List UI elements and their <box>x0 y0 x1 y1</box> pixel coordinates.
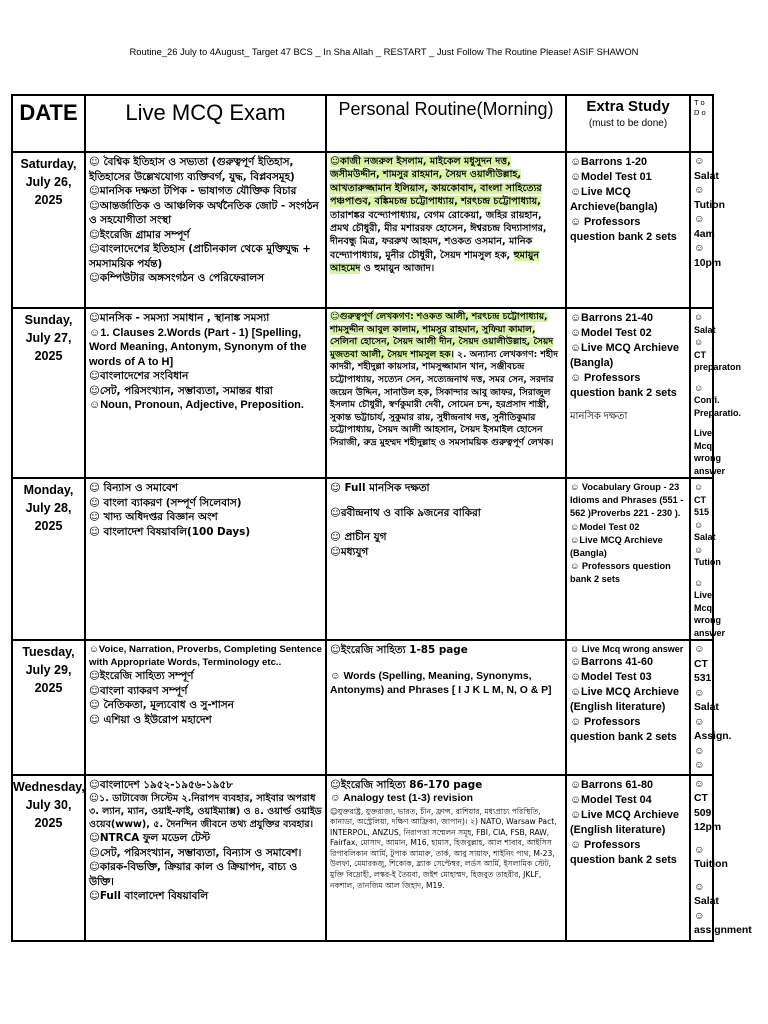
table-row <box>12 152 713 308</box>
column-header-todo: T o D o <box>690 95 713 152</box>
personal-list <box>327 479 565 559</box>
extra-list <box>567 153 689 245</box>
table-row <box>12 775 713 941</box>
list-item: ☺সেট, পরিসংখ্যান, সম্ভাব্যতা, বিন্যাস ও সমাবেশ। <box>89 846 302 859</box>
extra-cell <box>566 775 690 941</box>
list-item: ☺ Salat <box>694 312 716 335</box>
list-item: ☺কম্পিউটার অঙ্গসংগঠন ও পেরিফেরালস <box>89 272 264 284</box>
date-cell: Saturday, July 26, 2025 <box>12 152 85 308</box>
list-item: ☺Live MCQ Archieve (Bangla) <box>570 342 680 369</box>
column-header-extra <box>566 95 690 152</box>
list-item: ☺Barrons 41-60 <box>570 656 654 668</box>
list-item: ☺ Professors question bank 2 sets <box>570 216 677 243</box>
extra-cell <box>566 640 690 775</box>
personal-cell <box>326 640 566 775</box>
todo-list <box>691 309 742 477</box>
list-item: মানসিক দক্ষতা <box>570 411 628 422</box>
extra-list <box>567 776 689 868</box>
list-item: ☺ Professors question bank 2 sets <box>570 372 677 399</box>
highlighted-text: ☺গুরুত্বপূর্ণ লেখকগণ: শওকত আলী, শরৎচন্দ্র চট্টোপাধ্যায়, শামসুদ্দীন আবুল কালাম, শামসুর রাহমান, সুফিয়া কামাল, সেলিনা হোসেন, সৈয়দ আলী দীন, সৈয়দ ওয়ালীউল্লাহ, সৈয়দ মুজতবা আলী, সৈয়দ শামসুল হক। <box>330 312 554 360</box>
extra-cell <box>566 152 690 308</box>
list-item: ☺আন্তর্জাতিক ও আঞ্চলিক অর্থনৈতিক জোট - সংগঠন ও সহযোগীতা সংস্থা <box>89 199 319 226</box>
list-item: Live Mcq wrong answer <box>694 428 726 476</box>
todo-list <box>691 153 725 271</box>
mcq-list <box>86 641 325 727</box>
list-item: ☺Confi. Preparatio. <box>694 382 742 418</box>
extra-list <box>567 309 689 424</box>
extra-header-title: Extra Study <box>586 98 670 115</box>
extra-list <box>567 479 689 587</box>
routine-table <box>11 94 752 942</box>
list-item: ☺NTRCA ফুল মডেল টেস্ট <box>89 832 211 844</box>
todo-list <box>691 479 726 639</box>
list-item: ☺ খাদ্য অধিদপ্তর বিজ্ঞান অংশ <box>89 511 218 523</box>
list-item: ☺ Full মানসিক দক্ষতা <box>330 482 430 494</box>
list-item: ☺ CT preparaton <box>694 337 742 372</box>
list-item: ☺ CT 509 12pm <box>694 778 722 833</box>
list-item: ☺ <box>694 745 705 757</box>
list-item: ☺বাংলাদেশ ১৯৫২-১৯৫৬-১৯৫৮ <box>89 778 233 791</box>
extra-cell <box>566 478 690 640</box>
list-item: ☺ CT 531 <box>694 644 712 684</box>
personal-list <box>327 776 565 807</box>
personal-cell <box>326 775 566 941</box>
list-item: ☺বাংলাদেশের ইতিহাস (প্রাচীনকাল থেকে মুক্তিযুদ্ধ + সমসাময়িক পর্যন্ত) <box>89 243 311 270</box>
mcq-list <box>86 153 325 286</box>
list-item: ☺ 4am <box>694 214 715 240</box>
list-item: ☺ইংরেজি সাহিত্য সম্পূর্ণ <box>89 670 194 682</box>
list-item: ☺Barrons 21-40 <box>570 312 654 324</box>
list-item: ☺Noun, Pronoun, Adjective, Preposition. <box>89 399 304 411</box>
personal-text <box>327 309 565 450</box>
table-row <box>12 308 713 478</box>
list-item: ☺ইংরেজি গ্রামার সম্পূর্ণ <box>89 228 190 241</box>
list-item: ☺10pm <box>694 243 722 269</box>
list-item: ☺রবীন্দ্রনাথ ও বাকি ৯জনের বাকিরা <box>330 506 481 519</box>
list-item: ☺ <box>694 760 705 771</box>
mcq-cell <box>85 152 326 308</box>
list-item: ☺ Words (Spelling, Meaning, Synonyms, Antonyms) and Phrases [ I J K L M, N, O & P] <box>330 670 552 696</box>
list-item: ☺মানসিক - সমস্যা সমাধান , স্থানাঙ্ক সমস্যা <box>89 312 270 324</box>
personal-list <box>327 641 565 699</box>
list-item: ☺ Live Mcq wrong answer <box>570 644 684 654</box>
extra-list <box>567 641 689 745</box>
column-header-personal <box>326 95 566 152</box>
todo-list <box>691 641 732 774</box>
list-item: ☺1. Clauses 2.Words (Part - 1) [Spelling, Word Meaning, Antonym, Synonym of the words of A to H] <box>89 326 307 368</box>
list-item: ☺সেট, পরিসংখ্যান, সম্ভাব্যতা, সমান্তর ধারা <box>89 384 273 397</box>
list-item: ☺বাংলা ব্যাকরণ সম্পূর্ণ <box>89 684 188 697</box>
list-item: ☺১. ডাটাবেজ সিস্টেম ২.নিরাপদ ব্যবহার, সাইবার অপরাধ ৩. ল্যান, ম্যান, ওয়াই-ফাই, ওয়াইম্যাক্স) ও ৪. ওয়ার্ল্ড ওয়াইড ওয়েব(www), ৫. দৈনন্দিন জীবনে তথ্য প্রযুক্তির ব্যবহার। <box>89 793 322 830</box>
list-item: ☺ এশিয়া ও ইউরোপ মহাদেশ <box>89 713 212 726</box>
list-item: ☺ Vocabulary Group - 23 Idioms and Phrases (551 - 562 )Proverbs 221 - 230 ). <box>570 482 684 519</box>
list-item: ☺Salat <box>694 519 716 542</box>
list-item: ☺কারক-বিভক্তি, ক্রিয়ার কাল ও ক্রিয়াপদ, বাচ্য ও উক্তি। <box>89 861 298 888</box>
table-row <box>12 640 713 775</box>
list-item: ☺Model Test 04 <box>570 793 652 806</box>
todo-cell <box>690 640 732 775</box>
todo-cell <box>690 478 726 640</box>
list-item: ☺Barrons 1-20 <box>570 156 648 168</box>
list-item: ☺Live MCQ Archieve (English literature) <box>570 686 680 713</box>
list-item: ☺Voice, Narration, Proverbs, Completing Sentence with Appropriate Words, Terminology etc.. <box>89 644 322 668</box>
plain-text: ও হুমায়ুন আজাদ। <box>360 263 435 275</box>
date-cell: Wednesday, July 30, 2025 <box>12 775 85 941</box>
list-item: ☺মানসিক দক্ষতা টপিক - ভাষাগত যৌক্তিক বিচার <box>89 185 297 197</box>
personal-tiny-text: ☺যুক্তরাষ্ট্র, যুক্তরাজ্য, ভারত, চীন, ফ্রান্স, রাশিয়ার, মধ্যপ্রাচ্য পরিস্থিতি, কানাডা, অস্ট্রেলিয়া, দক্ষিণ আফ্রিকা, জাপান)। ২) NATO, Warsaw Pact, INTERPOL, ANZUS, নিরাপত্তা সম্মেলন সমূহ, FBI, CIA, FSB, RAW, Fairfax, মোসাদ, আমান, M16, হামাস, হিজবুল্লাহ, আল শাবাব, আইসিস রিপাবলিকান আর্মি, টুপাক আমারু, তার্ক, আবু সায়াফ, শাইনিং পাথ, M-23, উলফা, মেমারকজু, শিকোক, ব্ল্যাক সেপ্টেম্বর, লর্ডস আর্মি, ইসলামিক স্টেট, মুক্তি বিদ্রোহী, লস্কর-ই তৈয়বা, জইশ মোহাম্মদ, হিজবুত তাহরীর, JKLF, নকশাল, তানজিম আল জিহাদ, M19. <box>330 806 557 890</box>
list-item: ☺ নৈতিকতা, মূল্যবোধ ও সু-শাসন <box>89 699 234 711</box>
mcq-list <box>86 479 325 539</box>
list-item: ☺ইংরেজি সাহিত্য 86-170 page <box>330 778 483 791</box>
list-item: ☺ Tution <box>694 185 725 211</box>
list-item: ☺Live MCQ Archieve (Bangla) <box>570 534 663 559</box>
list-item: ☺Salat <box>694 687 719 713</box>
list-item: ☺ প্রাচীন যুগ <box>330 531 387 543</box>
highlighted-text: ☺কাজী নজরুল ইসলাম, মাইকেল মধুসুদন দত্ত, জসীমউদ্দীন, শামসুর রাহমান, সৈয়দ ওয়ালীউল্লাহ, আখতারুজ্জামান ইলিয়াস, কায়কোবাদ, বাংলা সাহিত্যের পঞ্চপাণ্ডব, বঙ্কিমচন্দ্র চট্টোপাধ্যায়, শরৎচন্দ্র চট্টোপাধ্যায়, <box>330 156 542 208</box>
mcq-cell <box>85 478 326 640</box>
todo-cell <box>690 308 742 478</box>
list-item: ☺ Professors question bank 2 sets <box>570 561 671 585</box>
list-item: ☺Model Test 01 <box>570 171 652 183</box>
mcq-cell <box>85 308 326 478</box>
plain-text: তারাশঙ্কর বন্দ্যোপাধ্যায়, বেগম রোকেয়া, জহির রায়হান, প্রমথ চৌধুরী, মীর মশাররফ হোসেন, ঈশ্বরচন্দ্র বিদ্যাসাগর, দীনবন্ধু মিত্র, ফররুখ আহমদ, শওকত ওসমান, মানিক বন্দ্যোপাধ্যায়, মুনীর চৌধুরী, সৈয়দ শামসুল হক, <box>330 209 547 261</box>
todo-list <box>691 776 752 939</box>
list-item: ☺ বাংলা ব্যাকরণ (সম্পূর্ণ সিলেবাস) <box>89 496 242 509</box>
list-item: ☺ Live Mcq wrong answer <box>694 577 726 638</box>
list-item: ☺ বাংলাদেশ বিষয়াবলি(100 Days) <box>89 525 251 538</box>
list-item: ☺ Analogy test (1-3) revision <box>330 793 474 804</box>
mcq-cell <box>85 775 326 941</box>
list-item: ☺মধ্যযুগ <box>330 545 369 558</box>
list-item: ☺Model Test 03 <box>570 671 652 683</box>
list-item: ☺ বিন্যাস ও সমাবেশ <box>89 482 178 494</box>
list-item: ☺Salat <box>694 881 719 907</box>
plain-text: ২. অন্যান্য লেখকগণ: শহীদ কাদরী, শহীদুল্লা কায়সার, শামসুজ্জামান খান, সঞ্জীবচন্দ্র চট্টোপাধ্যায়, সত্যেন সেন, সত্যেন্দ্রনাথ দত্ত, সমর সেন, সরদার জয়েন উদ্দিন, সানাউল হক, সিকান্দার আবু জাফর, সিরাজুল ইসলাম চৌধুরী, স্বর্ণকুমারী দেবী, সোমেন চন্দ, হরপ্রসাদ শাস্ত্রী, সুকান্ত ভট্টাচার্য, সুকুমার রায়, সুধীন্দ্রনাথ দত্ত, সুনীতিকুমার চট্টোপাধ্যায়, সৈয়দ আলী আহসান, সৈয়দ ইসমাইল হোসেন সিরাজী, রুদ্র মুহম্মদ শহীদুল্লাহ ও সমসাময়িক গুরুত্বপূর্ণ লেখক। <box>330 349 558 448</box>
mcq-list <box>86 776 325 904</box>
list-item: ☺ CT 515 <box>694 482 710 517</box>
header-row <box>12 95 713 152</box>
personal-cell <box>326 152 566 308</box>
list-item: ☺Model Test 02 <box>570 521 640 532</box>
list-item: ☺Live MCQ Archieve(bangla) <box>570 186 658 213</box>
column-header-date: DATE <box>12 95 85 152</box>
list-item: ☺ Professors question bank 2 sets <box>570 838 677 866</box>
list-item: ☺ Salat <box>694 156 719 182</box>
extra-header-subtitle: (must to be done) <box>588 118 668 129</box>
list-item: ☺ Tution <box>694 544 721 567</box>
list-item: ☺বাংলাদেশের সংবিধান <box>89 370 189 382</box>
personal-text <box>327 153 565 276</box>
todo-cell <box>690 775 752 941</box>
list-item: ☺Assign. <box>694 716 732 742</box>
mcq-cell <box>85 640 326 775</box>
list-item: ☺Full বাংলাদেশ বিষয়াবলি <box>89 890 209 902</box>
mcq-list <box>86 309 325 413</box>
column-header-mcq: Live MCQ Exam <box>85 95 326 152</box>
personal-header-text: Personal Routine(Morning) <box>338 99 554 119</box>
list-item: ☺ assignment <box>694 910 752 936</box>
list-item: ☺ইংরেজি সাহিত্য 1-85 page <box>330 644 468 656</box>
todo-cell <box>690 152 725 308</box>
extra-cell <box>566 308 690 478</box>
date-cell: Sunday, July 27, 2025 <box>12 308 85 478</box>
date-cell: Monday, July 28, 2025 <box>12 478 85 640</box>
list-item: ☺ বৈশ্বিক ইতিহাস ও সভ্যতা (গুরুত্বপূর্ণ ইতিহাস, ইতিহাসের উল্লেখযোগ্য ব্যক্তিবর্গ, যুদ্ধ, বিপ্লবসমূহ) <box>89 156 295 183</box>
list-item: ☺Model Test 02 <box>570 327 652 339</box>
list-item: ☺Live MCQ Archieve (English literature) <box>570 808 680 836</box>
list-item: ☺Barrons 61-80 <box>570 778 654 791</box>
list-item: ☺ Tuition <box>694 844 728 870</box>
document-header: Routine_26 July to 4August_ Target 47 BCS _ In Sha Allah _ RESTART _ Just Follow The Routine Please! ASIF SHAWON <box>129 46 639 57</box>
highlighted-text: হুমায়ুন আহমেদ <box>330 249 540 275</box>
personal-cell <box>326 308 566 478</box>
date-cell: Tuesday, July 29, 2025 <box>12 640 85 775</box>
list-item: ☺ Professors question bank 2 sets <box>570 716 677 743</box>
table-row <box>12 478 713 640</box>
personal-cell <box>326 478 566 640</box>
